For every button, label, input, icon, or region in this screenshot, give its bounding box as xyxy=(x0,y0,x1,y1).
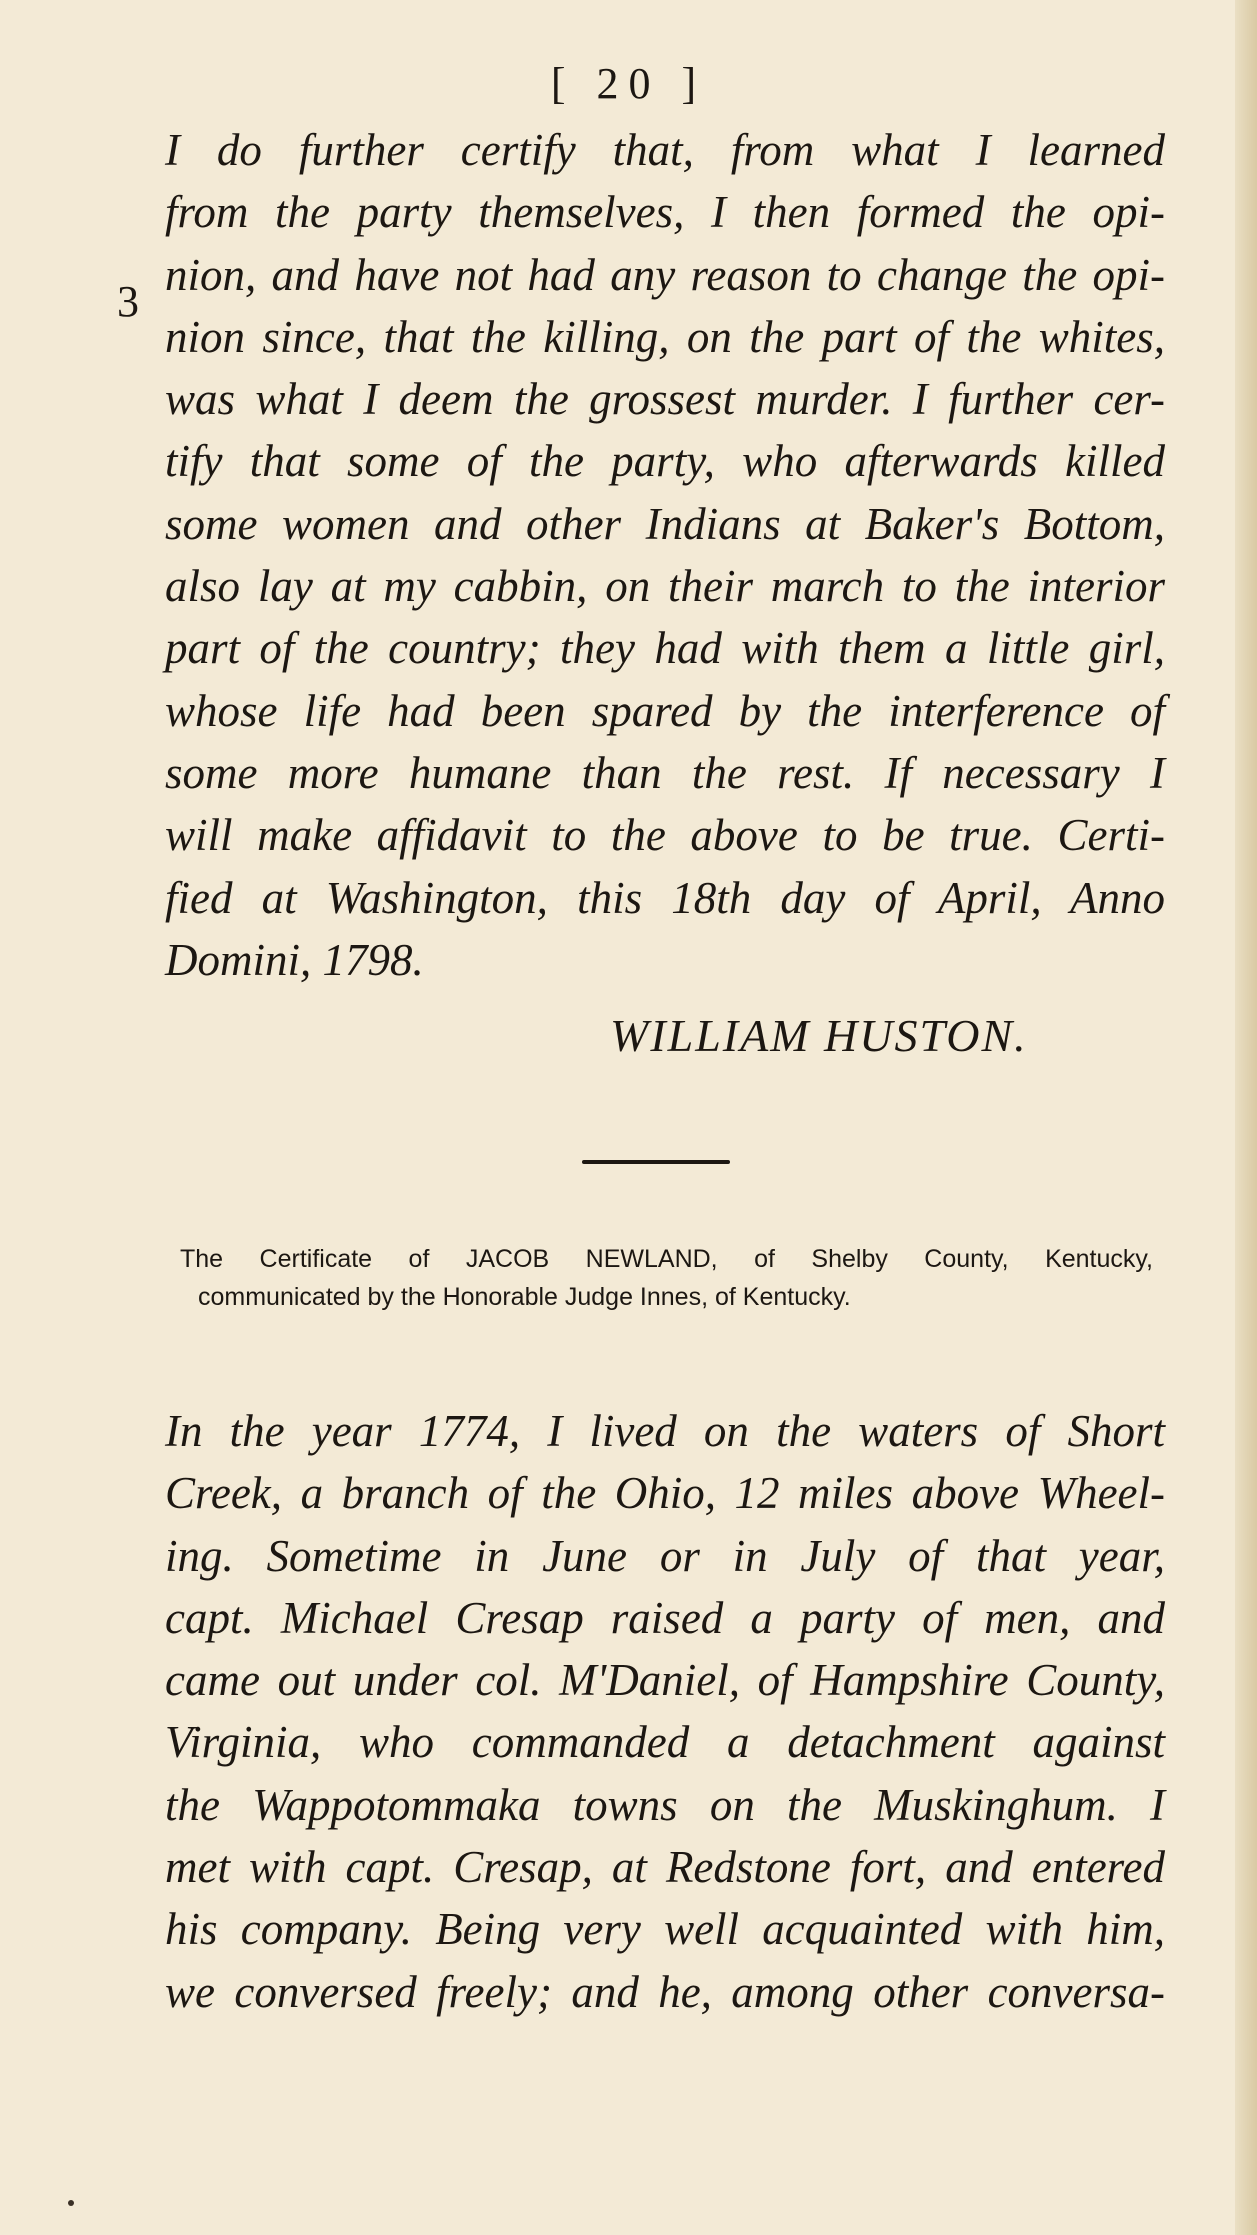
section-divider xyxy=(582,1160,730,1164)
text-line: we conversed freely; and he, among other conversa- xyxy=(165,1966,1165,2017)
page-number: [ 20 ] xyxy=(550,59,707,108)
text-line: I do further certify that, from what I learned xyxy=(165,125,1165,175)
text-line: In the year 1774, I lived on the waters of Short xyxy=(165,1406,1165,1456)
text-line: ing. Sometime in June or in July of that year, xyxy=(165,1530,1165,1581)
margin-line-number: 3 xyxy=(117,277,139,326)
text-line: tify that some of the party, who afterwards killed xyxy=(165,436,1165,487)
text-line: from the party themselves, I then formed the opi- xyxy=(165,187,1165,238)
heading-line: communicated by the Honorable Judge Innes, of Kentucky. xyxy=(198,1283,851,1311)
certificate-one-paragraph xyxy=(165,119,1165,991)
certificate-two-heading xyxy=(180,1240,1153,1316)
text-line: nion, and have not had any reason to change the opi- xyxy=(165,249,1165,300)
text-line: his company. Being very well acquainted with him, xyxy=(165,1904,1165,1955)
text-line: some more humane than the rest. If necessary I xyxy=(165,747,1165,798)
ink-speck xyxy=(68,2200,74,2206)
text-line: Domini, 1798. xyxy=(165,934,424,985)
text-line: some women and other Indians at Baker's Bottom, xyxy=(165,498,1165,549)
text-line: capt. Michael Cresap raised a party of men, and xyxy=(165,1592,1165,1643)
signature-william-huston: WILLIAM HUSTON. xyxy=(610,1010,1028,1061)
text-line: also lay at my cabbin, on their march to the interior xyxy=(165,561,1165,612)
text-line: was what I deem the grossest murder. I further cer- xyxy=(165,374,1165,425)
page-edge xyxy=(1235,0,1257,2235)
text-line: part of the country; they had with them a little girl, xyxy=(165,623,1165,674)
text-line: Virginia, who commanded a detachment against xyxy=(165,1717,1165,1768)
heading-line: The Certificate of JACOB NEWLAND, of Shelby County, Kentucky, xyxy=(180,1245,1153,1273)
text-line: the Wappotommaka towns on the Muskinghum. I xyxy=(165,1779,1165,1830)
text-line: fied at Washington, this 18th day of April, Anno xyxy=(165,872,1165,923)
certificate-two-paragraph xyxy=(165,1400,1165,2023)
text-line: came out under col. M'Daniel, of Hampshire County, xyxy=(165,1655,1165,1706)
text-line: Creek, a branch of the Ohio, 12 miles above Wheel- xyxy=(165,1468,1165,1519)
text-line: whose life had been spared by the interference of xyxy=(165,685,1165,736)
text-line: met with capt. Cresap, at Redstone fort, and entered xyxy=(165,1842,1165,1893)
text-line: nion since, that the killing, on the part of the whites, xyxy=(165,311,1165,362)
text-line: will make affidavit to the above to be true. Certi- xyxy=(165,810,1165,861)
